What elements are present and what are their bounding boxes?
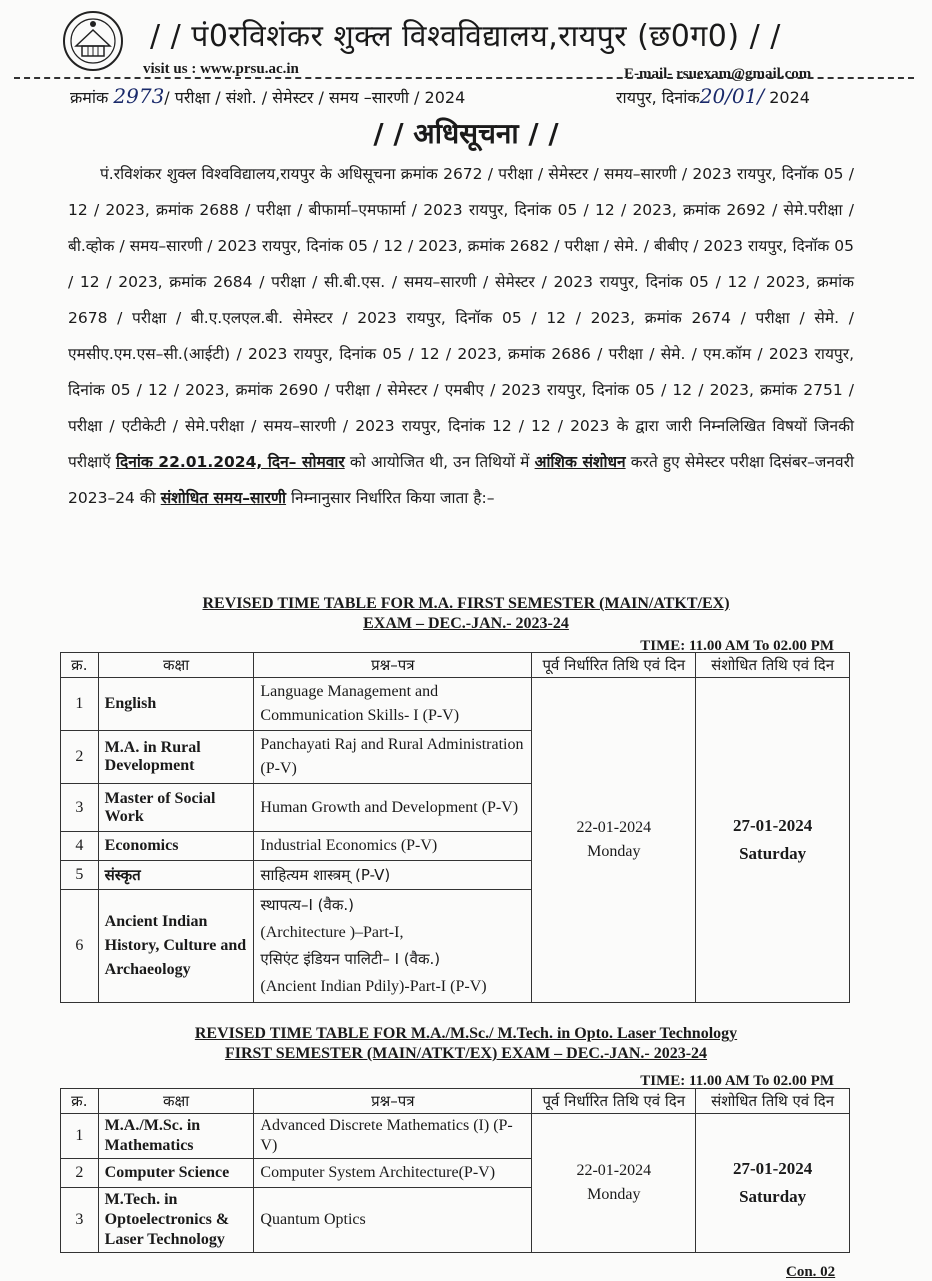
notification-date bbox=[616, 84, 810, 108]
body-part-4: निम्नानुसार निर्धारित किया जाता है:– bbox=[291, 489, 495, 507]
email-address[interactable]: E-mail- rsuexam@gmail.com bbox=[624, 66, 812, 82]
new-date: 27-01-2024 bbox=[732, 816, 813, 835]
header-class: कक्षा bbox=[98, 1089, 254, 1114]
ref-prefix: क्रमांक bbox=[70, 88, 109, 107]
row-paper: Advanced Discrete Mathematics (I) (P-V) bbox=[254, 1114, 532, 1159]
header-class: कक्षा bbox=[98, 653, 254, 678]
row-paper: साहित्यम शास्त्रम् (P-V) bbox=[254, 861, 532, 890]
row-paper: Quantum Optics bbox=[254, 1188, 532, 1253]
new-day: Saturday bbox=[739, 844, 807, 863]
header-divider bbox=[14, 77, 914, 79]
row-no: 2 bbox=[61, 1159, 99, 1188]
row-class: M.A. in Rural Development bbox=[98, 731, 254, 784]
old-day: Monday bbox=[587, 843, 641, 860]
section1-title-line2: EXAM – DEC.-JAN.- 2023-24 bbox=[363, 615, 569, 632]
old-date: 22-01-2024 bbox=[576, 1162, 652, 1179]
row-no: 4 bbox=[61, 832, 99, 861]
section1-title-line1: REVISED TIME TABLE FOR M.A. FIRST SEMESTER (MAIN/ATKT/EX) bbox=[202, 595, 730, 612]
header-no: क्र. bbox=[61, 653, 99, 678]
row-class: English bbox=[98, 678, 254, 731]
old-day: Monday bbox=[587, 1186, 641, 1203]
row-class: Economics bbox=[98, 832, 254, 861]
header-paper: प्रश्न–पत्र bbox=[254, 653, 532, 678]
paper-line: (Ancient Indian Pdily)-Part-I (P-V) bbox=[260, 978, 487, 995]
new-date-cell bbox=[696, 678, 850, 1003]
header-new-date: संशोधित तिथि एवं दिन bbox=[696, 1089, 850, 1114]
row-no: 2 bbox=[61, 731, 99, 784]
notification-title: / / अधिसूचना / / bbox=[373, 117, 559, 150]
new-date-cell bbox=[696, 1114, 850, 1253]
header-no: क्र. bbox=[61, 1089, 99, 1114]
row-paper: Human Growth and Development (P-V) bbox=[254, 784, 532, 832]
header-old-date: पूर्व निर्धारित तिथि एवं दिन bbox=[532, 1089, 696, 1114]
row-paper: Computer System Architecture(P-V) bbox=[254, 1159, 532, 1188]
website-link[interactable]: visit us : www.prsu.ac.in bbox=[143, 61, 299, 77]
header-paper: प्रश्न–पत्र bbox=[254, 1089, 532, 1114]
row-no: 3 bbox=[61, 784, 99, 832]
table-row bbox=[61, 678, 850, 731]
row-class: M.Tech. in Optoelectronics & Laser Technology bbox=[98, 1188, 254, 1253]
row-paper: Panchayati Raj and Rural Administration (P-V) bbox=[254, 731, 532, 784]
section2-title-line2: FIRST SEMESTER (MAIN/ATKT/EX) EXAM – DEC.-JAN.- 2023-24 bbox=[224, 1045, 708, 1062]
old-date-cell bbox=[532, 1114, 696, 1253]
section1-title bbox=[0, 594, 932, 634]
row-no: 5 bbox=[61, 861, 99, 890]
university-title: / / पं0रविशंकर शुक्ल विश्वविद्यालय,रायपुर (छ0ग0) / / bbox=[150, 19, 781, 54]
row-class: Master of Social Work bbox=[98, 784, 254, 832]
university-seal-icon bbox=[62, 10, 124, 72]
body-bold-partial-revision: आंशिक संशोधन bbox=[534, 453, 626, 471]
header-new-date: संशोधित तिथि एवं दिन bbox=[696, 653, 850, 678]
row-class: M.A./M.Sc. in Mathematics bbox=[98, 1114, 254, 1159]
date-year: 2024 bbox=[769, 88, 810, 107]
section2-time: TIME: 11.00 AM To 02.00 PM bbox=[640, 1073, 834, 1089]
row-class: Ancient Indian History, Culture and Archaeology bbox=[98, 890, 254, 1003]
body-bold-date: दिनांक 22.01.2024, दिन– सोमवार bbox=[115, 453, 345, 471]
header-old-date: पूर्व निर्धारित तिथि एवं दिन bbox=[532, 653, 696, 678]
row-class: Computer Science bbox=[98, 1159, 254, 1188]
body-part-3: करते हुए सेमेस्टर परीक्षा दिसंबर–जनवरी 2023–24 की bbox=[68, 453, 854, 507]
section1-time: TIME: 11.00 AM To 02.00 PM bbox=[640, 638, 834, 654]
section2-table bbox=[60, 1088, 850, 1253]
notification-body bbox=[68, 156, 854, 516]
row-no: 6 bbox=[61, 890, 99, 1003]
reference-number bbox=[70, 84, 465, 108]
section1-table bbox=[60, 652, 850, 1003]
row-paper: Language Management and Communication Skills- I (P-V) bbox=[254, 678, 532, 731]
new-date: 27-01-2024 bbox=[732, 1159, 813, 1178]
paper-line: स्थापत्य–I (वैक.) bbox=[260, 896, 355, 914]
table-header-row bbox=[61, 1089, 850, 1114]
old-date-cell bbox=[532, 678, 696, 1003]
section2-title bbox=[0, 1024, 932, 1064]
table-row bbox=[61, 1114, 850, 1159]
row-no: 3 bbox=[61, 1188, 99, 1253]
body-part-2: को आयोजित थी, उन तिथियों में bbox=[349, 453, 530, 471]
table-header-row bbox=[61, 653, 850, 678]
old-date: 22-01-2024 bbox=[576, 819, 652, 836]
ref-suffix: / परीक्षा / संशो. / सेमेस्टर / समय –सारणी / 2024 bbox=[164, 88, 466, 107]
body-part-1: पं.रविशंकर शुक्ल विश्वविद्यालय,रायपुर के अधिसूचना क्रमांक 2672 / परीक्षा / सेमेस्टर / समय–सारणी / 2023 रायपुर, दिनॉक 05 / 12 / 2023, क्रमांक 2688 / परीक्षा / बीफार्मा–एमफार्मा / 2023 रायपुर, दिनांक 05 / 12 / 2023, क्रमांक 2692 / सेमे.परीक्षा / बी.व्होक / समय–सारणी / 2023 रायपुर, दिनांक 05 / 12 / 2023, क्रमांक 2682 / परीक्षा / सेमे. / बीबीए / 2023 रायपुर, दिनॉक 05 / 12 / 2023, क्रमांक 2684 / परीक्षा / सी.बी.एस. / समय–सारणी / सेमेस्टर / 2023 रायपुर, दिनांक 05 / 12 / 2023, क्रमांक 2678 / परीक्षा / बी.ए.एलएल.बी. सेमेस्टर / 2023 रायपुर, दिनॉक 05 / 12 / 2023, क्रमांक 2674 / परीक्षा / सेमे. / एमसीए.एम.एस–सी.(आईटी) / 2023 रायपुर, दिनांक 05 / 12 / 2023, क्रमांक 2686 / परीक्षा / सेमे. / एम.कॉम / 2023 रायपुर, दिनांक 05 / 12 / 2023, क्रमांक 2690 / परीक्षा / सेमेस्टर / एमबीए / 2023 रायपुर, दिनांक 05 / 12 / 2023, क्रमांक 2751 / परीक्षा / एटीकेटी / सेमे.परीक्षा / समय–सारणी / 2023 रायपुर, दिनांक 12 / 12 / 2023 के द्वारा जारी निम्नलिखित विषयों जिनकी परीक्षाऍ bbox=[68, 165, 854, 471]
new-day: Saturday bbox=[739, 1187, 807, 1206]
paper-line: (Architecture )–Part-I, bbox=[260, 924, 404, 941]
row-no: 1 bbox=[61, 1114, 99, 1159]
date-handwritten: 20/01/ bbox=[699, 84, 765, 108]
row-no: 1 bbox=[61, 678, 99, 731]
continuation-note: Con. 02 bbox=[786, 1264, 836, 1280]
row-paper bbox=[254, 890, 532, 1003]
paper-line: एसिएंट इंडियन पालिटी– I (वैक.) bbox=[260, 950, 441, 968]
row-paper: Industrial Economics (P-V) bbox=[254, 832, 532, 861]
ref-number-handwritten: 2973 bbox=[113, 84, 165, 108]
row-class: संस्कृत bbox=[98, 861, 254, 890]
date-prefix: रायपुर, दिनांक bbox=[616, 88, 700, 107]
section2-title-line1: REVISED TIME TABLE FOR M.A./M.Sc./ M.Tech. in Opto. Laser Technology bbox=[194, 1025, 738, 1042]
body-bold-revised-timetable: संशोधित समय–सारणी bbox=[160, 489, 287, 507]
